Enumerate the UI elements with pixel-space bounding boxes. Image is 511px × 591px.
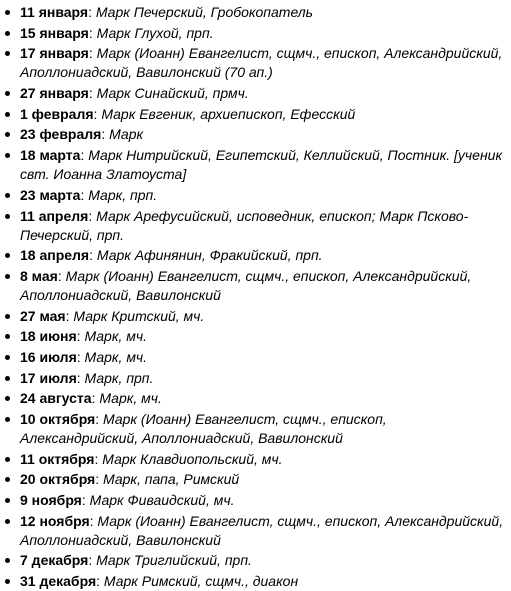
- entry-date: 27 мая: [20, 307, 66, 324]
- entry-date: 31 декабря: [20, 573, 97, 590]
- list-item: 24 августа: Марк, мч.: [0, 389, 511, 408]
- bullet-icon: [5, 498, 10, 503]
- list-item: 27 мая: Марк Критский, мч.: [0, 307, 511, 326]
- entry-date: 18 апреля: [20, 247, 90, 264]
- bullet-icon: [5, 334, 10, 339]
- entry-date: 12 ноября: [20, 512, 90, 529]
- entry-date: 23 февраля: [20, 126, 102, 143]
- list-item: 18 апреля: Марк Афинянин, Фракийский, прп.: [0, 246, 511, 265]
- entry-date: 11 октября: [20, 450, 95, 467]
- bullet-icon: [5, 396, 10, 401]
- bullet-icon: [5, 214, 10, 219]
- entry-description: Марк, прп.: [88, 186, 158, 203]
- bullet-icon: [5, 355, 10, 360]
- bullet-icon: [5, 112, 10, 117]
- entry-description: Марк Евгеник, архиепископ, Ефесский: [101, 105, 356, 122]
- list-item: 12 ноября: Марк (Иоанн) Евангелист, сщмч., епископ, Александрийский, Аполлониадский, Вавилонский: [0, 512, 511, 550]
- bullet-icon: [5, 91, 10, 96]
- entry-description: Марк Синайский, прмч.: [96, 85, 249, 102]
- entry-date: 11 января: [20, 4, 89, 20]
- list-item: 16 июля: Марк, мч.: [0, 348, 511, 367]
- list-item: 23 февраля: Марк: [0, 125, 511, 144]
- bullet-icon: [5, 193, 10, 198]
- entry-date: 20 октября: [20, 471, 96, 488]
- entry-description: Марк, мч.: [84, 328, 147, 345]
- bullet-icon: [5, 51, 10, 56]
- entry-date: 11 апреля: [20, 207, 89, 224]
- entry-description: Марк: [109, 126, 144, 143]
- list-item: 11 октября: Марк Клавдиопольский, мч.: [0, 450, 511, 469]
- bullet-icon: [5, 314, 10, 319]
- entry-date: 23 марта: [20, 186, 81, 203]
- entry-description: Марк Печерский, Гробокопатель: [95, 4, 314, 20]
- feast-day-list: [0, 3, 511, 591]
- bullet-icon: [5, 132, 10, 137]
- entry-date: 15 января: [20, 24, 89, 41]
- bullet-icon: [5, 253, 10, 258]
- bullet-icon: [5, 376, 10, 381]
- bullet-icon: [5, 274, 10, 279]
- entry-date: 1 февраля: [20, 105, 94, 122]
- list-item: 15 января: Марк Глухой, прп.: [0, 24, 511, 43]
- list-item: 1 февраля: Марк Евгеник, архиепископ, Ефесский: [0, 105, 511, 124]
- entry-date: 24 августа: [20, 390, 92, 407]
- bullet-icon: [5, 558, 10, 563]
- entry-date: 16 июля: [20, 348, 77, 365]
- entry-description: Марк, папа, Римский: [103, 471, 240, 488]
- list-item: 11 апреля: Марк Арефусийский, исповедник, епископ; Марк Псково-Печерский, прп.: [0, 207, 511, 245]
- list-item: 23 марта: Марк, прп.: [0, 186, 511, 205]
- entry-date: 17 июля: [20, 369, 77, 386]
- bullet-icon: [5, 579, 10, 584]
- list-item: 10 октября: Марк (Иоанн) Евангелист, сщмч., епископ, Александрийский, Аполлониадский, Вавилонский: [0, 410, 511, 448]
- entry-description: Марк (Иоанн) Евангелист, сщмч., епископ, Александрийский, Аполлониадский, Вавилонский: [20, 411, 387, 446]
- bullet-icon: [5, 10, 10, 15]
- entry-date: 10 октября: [20, 411, 96, 427]
- entry-date: 27 января: [20, 85, 89, 102]
- entry-description: Марк Глухой, прп.: [96, 24, 214, 41]
- list-item: 9 ноября: Марк Фиваидский, мч.: [0, 491, 511, 510]
- entry-description: Марк (Иоанн) Евангелист, сщмч., епископ, Александрийский, Аполлониадский, Вавилонский: [20, 267, 472, 303]
- entry-date: 8 мая: [20, 267, 58, 284]
- entry-date: 17 января: [20, 45, 89, 62]
- entry-description: Марк (Иоанн) Евангелист, сщмч., епископ, Александрийский, Аполлониадский, Вавилонский: [20, 512, 504, 548]
- bullet-icon: [5, 417, 10, 422]
- list-item: 17 июля: Марк, прп.: [0, 369, 511, 388]
- list-item: 27 января: Марк Синайский, прмч.: [0, 84, 511, 103]
- entry-description: Марк Фиваидский, мч.: [89, 492, 235, 509]
- list-item: 18 июня: Марк, мч.: [0, 327, 511, 346]
- bullet-icon: [5, 31, 10, 36]
- entry-description: Марк, прп.: [84, 369, 154, 386]
- entry-date: 7 декабря: [20, 552, 89, 569]
- entry-description: Марк Афинянин, Фракийский, прп.: [96, 247, 323, 264]
- list-item: 8 мая: Марк (Иоанн) Евангелист, сщмч., епископ, Александрийский, Аполлониадский, Вавилонский: [0, 267, 511, 305]
- list-item: 17 января: Марк (Иоанн) Евангелист, сщмч., епископ, Александрийский, Аполлониадский, Вавилонский (70 ап.): [0, 44, 511, 82]
- bullet-icon: [5, 519, 10, 524]
- list-item: 11 января: Марк Печерский, Гробокопатель: [0, 3, 511, 22]
- bullet-icon: [5, 153, 10, 158]
- list-item: 31 декабря: Марк Римский, сщмч., диакон: [0, 572, 511, 591]
- entry-description: Марк Критский, мч.: [73, 307, 205, 324]
- entry-description: Марк Арефусийский, исповедник, епископ; Марк Псково-Печерский, прп.: [20, 207, 469, 243]
- entry-description: Марк Нитрийский, Египетский, Келлийский, Постник. [ученик свт. Иоанна Златоуста]: [20, 147, 503, 183]
- entry-date: 18 марта: [20, 147, 81, 164]
- entry-description: Марк Клавдиопольский, мч.: [102, 450, 283, 467]
- list-item: 7 декабря: Марк Триглийский, прп.: [0, 551, 511, 570]
- entry-description: Марк Триглийский, прп.: [96, 552, 252, 569]
- entry-date: 18 июня: [20, 328, 77, 345]
- list-item: 20 октября: Марк, папа, Римский: [0, 470, 511, 489]
- entry-description: Марк, мч.: [99, 390, 162, 407]
- list-item: 18 марта: Марк Нитрийский, Египетский, Келлийский, Постник. [ученик свт. Иоанна Златоуста]: [0, 146, 511, 184]
- entry-description: Марк, мч.: [84, 348, 148, 365]
- bullet-icon: [5, 477, 10, 482]
- entry-description: Марк (Иоанн) Евангелист, сщмч., епископ, Александрийский, Аполлониадский, Вавилонский (70 ап.): [20, 45, 503, 81]
- entry-date: 9 ноября: [20, 492, 82, 509]
- entry-description: Марк Римский, сщмч., диакон: [103, 573, 299, 590]
- bullet-icon: [5, 457, 10, 462]
